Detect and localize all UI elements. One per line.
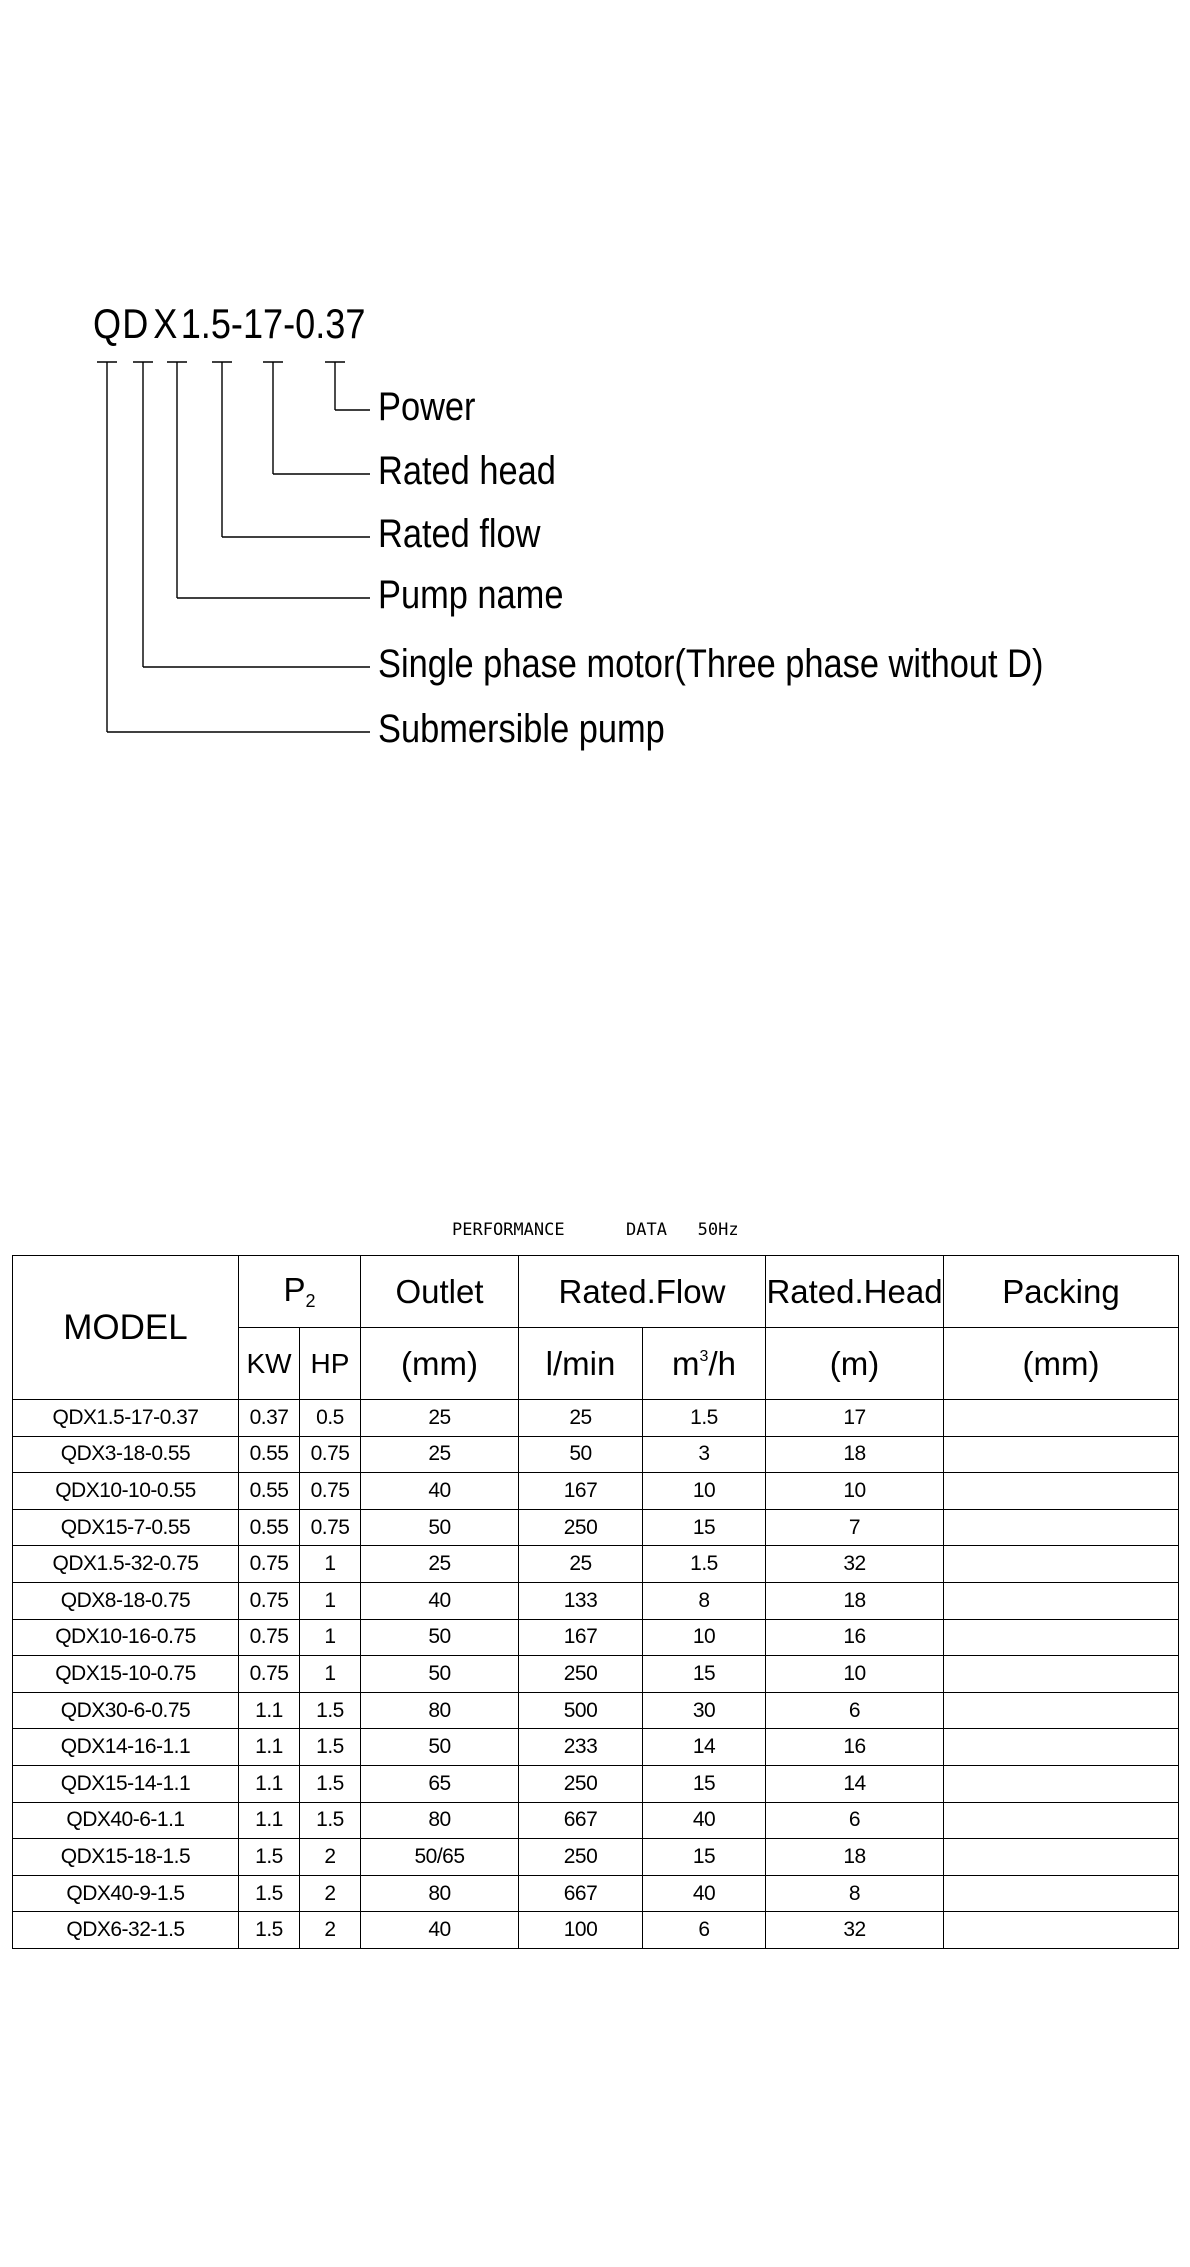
header-flow-m3h bbox=[643, 1328, 766, 1400]
cell-hp: 1 bbox=[300, 1656, 361, 1693]
cell-kw: 0.37 bbox=[239, 1400, 300, 1437]
cell-hp: 1 bbox=[300, 1546, 361, 1583]
cell-hp: 2 bbox=[300, 1875, 361, 1912]
cell-flow-m3h: 15 bbox=[643, 1656, 766, 1693]
cell-flow-lmin: 25 bbox=[519, 1546, 643, 1583]
cell-outlet: 25 bbox=[361, 1400, 519, 1437]
cell-flow-lmin: 250 bbox=[519, 1656, 643, 1693]
header-model: MODEL bbox=[13, 1256, 239, 1400]
model-code-q: Q bbox=[93, 300, 122, 347]
cell-flow-lmin: 500 bbox=[519, 1692, 643, 1729]
legend-rated-head: Rated head bbox=[378, 449, 556, 493]
cell-head: 32 bbox=[766, 1546, 944, 1583]
table-row bbox=[13, 1436, 1179, 1473]
cell-hp: 1 bbox=[300, 1619, 361, 1656]
cell-head: 18 bbox=[766, 1582, 944, 1619]
model-code-flow: 1.5- bbox=[180, 300, 243, 347]
cell-model: QDX6-32-1.5 bbox=[13, 1912, 239, 1949]
cell-head: 14 bbox=[766, 1765, 944, 1802]
cell-flow-lmin: 250 bbox=[519, 1509, 643, 1546]
cell-head: 18 bbox=[766, 1839, 944, 1876]
cell-head: 18 bbox=[766, 1436, 944, 1473]
cell-outlet: 80 bbox=[361, 1875, 519, 1912]
cell-head: 10 bbox=[766, 1473, 944, 1510]
header-flow-m3h-tail: /h bbox=[708, 1344, 736, 1382]
cell-kw: 0.75 bbox=[239, 1619, 300, 1656]
header-p2 bbox=[239, 1256, 361, 1328]
cell-head: 7 bbox=[766, 1509, 944, 1546]
cell-hp: 0.5 bbox=[300, 1400, 361, 1437]
table-row bbox=[13, 1582, 1179, 1619]
cell-flow-m3h: 10 bbox=[643, 1473, 766, 1510]
cell-model: QDX1.5-17-0.37 bbox=[13, 1400, 239, 1437]
header-p2-main: P bbox=[283, 1271, 306, 1308]
legend-pump-name: Pump name bbox=[378, 573, 564, 617]
table-row bbox=[13, 1509, 1179, 1546]
cell-kw: 0.75 bbox=[239, 1656, 300, 1693]
cell-model: QDX10-16-0.75 bbox=[13, 1619, 239, 1656]
legend-rated-flow: Rated flow bbox=[378, 512, 541, 556]
cell-outlet: 50 bbox=[361, 1509, 519, 1546]
table-row bbox=[13, 1729, 1179, 1766]
cell-packing bbox=[944, 1729, 1179, 1766]
cell-model: QDX3-18-0.55 bbox=[13, 1436, 239, 1473]
cell-model: QDX15-18-1.5 bbox=[13, 1839, 239, 1876]
cell-outlet: 40 bbox=[361, 1912, 519, 1949]
cell-flow-m3h: 40 bbox=[643, 1875, 766, 1912]
performance-title: PERFORMANCE DATA 50Hz bbox=[452, 1220, 739, 1240]
cell-model: QDX15-14-1.1 bbox=[13, 1765, 239, 1802]
cell-model: QDX8-18-0.75 bbox=[13, 1582, 239, 1619]
cell-kw: 0.75 bbox=[239, 1546, 300, 1583]
cell-model: QDX1.5-32-0.75 bbox=[13, 1546, 239, 1583]
legend-submersible: Submersible pump bbox=[378, 707, 665, 751]
cell-flow-lmin: 167 bbox=[519, 1619, 643, 1656]
cell-packing bbox=[944, 1912, 1179, 1949]
cell-flow-m3h: 40 bbox=[643, 1802, 766, 1839]
table-row bbox=[13, 1839, 1179, 1876]
table-row bbox=[13, 1656, 1179, 1693]
cell-hp: 0.75 bbox=[300, 1473, 361, 1510]
table-body bbox=[13, 1400, 1179, 1949]
header-row-1 bbox=[13, 1256, 1179, 1328]
cell-model: QDX10-10-0.55 bbox=[13, 1473, 239, 1510]
cell-packing bbox=[944, 1436, 1179, 1473]
cell-flow-m3h: 15 bbox=[643, 1765, 766, 1802]
header-packing-unit: (mm) bbox=[944, 1328, 1179, 1400]
cell-outlet: 80 bbox=[361, 1802, 519, 1839]
table-header bbox=[13, 1256, 1179, 1400]
cell-kw: 0.55 bbox=[239, 1436, 300, 1473]
cell-flow-lmin: 25 bbox=[519, 1400, 643, 1437]
cell-model: QDX14-16-1.1 bbox=[13, 1729, 239, 1766]
cell-hp: 1.5 bbox=[300, 1692, 361, 1729]
cell-flow-m3h: 3 bbox=[643, 1436, 766, 1473]
cell-packing bbox=[944, 1400, 1179, 1437]
cell-flow-lmin: 133 bbox=[519, 1582, 643, 1619]
cell-packing bbox=[944, 1875, 1179, 1912]
cell-flow-lmin: 250 bbox=[519, 1839, 643, 1876]
cell-flow-m3h: 30 bbox=[643, 1692, 766, 1729]
cell-head: 16 bbox=[766, 1619, 944, 1656]
cell-hp: 1.5 bbox=[300, 1765, 361, 1802]
cell-hp: 1.5 bbox=[300, 1729, 361, 1766]
table-row bbox=[13, 1400, 1179, 1437]
cell-head: 6 bbox=[766, 1692, 944, 1729]
legend-single-phase: Single phase motor(Three phase without D) bbox=[378, 642, 1044, 686]
cell-kw: 0.75 bbox=[239, 1582, 300, 1619]
cell-kw: 1.1 bbox=[239, 1802, 300, 1839]
header-flow-m3h-main: m bbox=[672, 1344, 700, 1382]
cell-flow-m3h: 10 bbox=[643, 1619, 766, 1656]
cell-head: 16 bbox=[766, 1729, 944, 1766]
cell-outlet: 80 bbox=[361, 1692, 519, 1729]
header-flow-lmin: l/min bbox=[519, 1328, 643, 1400]
cell-packing bbox=[944, 1656, 1179, 1693]
header-rated-flow: Rated.Flow bbox=[519, 1256, 766, 1328]
table-row bbox=[13, 1473, 1179, 1510]
cell-flow-m3h: 14 bbox=[643, 1729, 766, 1766]
cell-head: 6 bbox=[766, 1802, 944, 1839]
cell-flow-lmin: 50 bbox=[519, 1436, 643, 1473]
cell-outlet: 50 bbox=[361, 1729, 519, 1766]
cell-outlet: 25 bbox=[361, 1436, 519, 1473]
cell-outlet: 50 bbox=[361, 1656, 519, 1693]
table-row bbox=[13, 1619, 1179, 1656]
header-packing: Packing bbox=[944, 1256, 1179, 1328]
table-row bbox=[13, 1692, 1179, 1729]
cell-flow-m3h: 1.5 bbox=[643, 1546, 766, 1583]
header-head-unit: (m) bbox=[766, 1328, 944, 1400]
model-code-head: 17- bbox=[242, 300, 296, 347]
cell-flow-lmin: 667 bbox=[519, 1802, 643, 1839]
cell-hp: 0.75 bbox=[300, 1509, 361, 1546]
model-code-power: 0.37 bbox=[295, 300, 366, 347]
cell-kw: 1.1 bbox=[239, 1765, 300, 1802]
cell-flow-m3h: 1.5 bbox=[643, 1400, 766, 1437]
cell-packing bbox=[944, 1839, 1179, 1876]
cell-outlet: 25 bbox=[361, 1546, 519, 1583]
cell-model: QDX40-9-1.5 bbox=[13, 1875, 239, 1912]
cell-model: QDX30-6-0.75 bbox=[13, 1692, 239, 1729]
performance-table bbox=[12, 1255, 1179, 1949]
cell-outlet: 40 bbox=[361, 1473, 519, 1510]
model-code-diagram bbox=[0, 0, 1190, 800]
table-row bbox=[13, 1912, 1179, 1949]
cell-model: QDX40-6-1.1 bbox=[13, 1802, 239, 1839]
header-outlet-unit: (mm) bbox=[361, 1328, 519, 1400]
model-code-d: D bbox=[122, 300, 149, 347]
cell-hp: 1 bbox=[300, 1582, 361, 1619]
cell-outlet: 50/65 bbox=[361, 1839, 519, 1876]
cell-packing bbox=[944, 1473, 1179, 1510]
header-hp: HP bbox=[300, 1328, 361, 1400]
cell-packing bbox=[944, 1546, 1179, 1583]
cell-head: 17 bbox=[766, 1400, 944, 1437]
cell-flow-lmin: 667 bbox=[519, 1875, 643, 1912]
header-outlet: Outlet bbox=[361, 1256, 519, 1328]
header-rated-head: Rated.Head bbox=[766, 1256, 944, 1328]
cell-kw: 1.1 bbox=[239, 1692, 300, 1729]
cell-packing bbox=[944, 1582, 1179, 1619]
cell-flow-m3h: 6 bbox=[643, 1912, 766, 1949]
header-p2-sub: 2 bbox=[305, 1291, 316, 1311]
cell-model: QDX15-10-0.75 bbox=[13, 1656, 239, 1693]
cell-packing bbox=[944, 1765, 1179, 1802]
cell-hp: 0.75 bbox=[300, 1436, 361, 1473]
cell-flow-m3h: 15 bbox=[643, 1509, 766, 1546]
cell-packing bbox=[944, 1619, 1179, 1656]
model-code-x: X bbox=[153, 300, 178, 347]
cell-hp: 2 bbox=[300, 1912, 361, 1949]
cell-packing bbox=[944, 1802, 1179, 1839]
cell-flow-lmin: 250 bbox=[519, 1765, 643, 1802]
legend-power: Power bbox=[378, 385, 476, 429]
cell-kw: 1.5 bbox=[239, 1912, 300, 1949]
table-row bbox=[13, 1546, 1179, 1583]
cell-hp: 2 bbox=[300, 1839, 361, 1876]
cell-outlet: 65 bbox=[361, 1765, 519, 1802]
cell-flow-m3h: 15 bbox=[643, 1839, 766, 1876]
cell-head: 32 bbox=[766, 1912, 944, 1949]
cell-flow-lmin: 100 bbox=[519, 1912, 643, 1949]
cell-hp: 1.5 bbox=[300, 1802, 361, 1839]
cell-outlet: 40 bbox=[361, 1582, 519, 1619]
table-row bbox=[13, 1802, 1179, 1839]
cell-packing bbox=[944, 1692, 1179, 1729]
cell-kw: 0.55 bbox=[239, 1509, 300, 1546]
cell-head: 8 bbox=[766, 1875, 944, 1912]
cell-flow-m3h: 8 bbox=[643, 1582, 766, 1619]
table-row bbox=[13, 1875, 1179, 1912]
cell-head: 10 bbox=[766, 1656, 944, 1693]
cell-kw: 0.55 bbox=[239, 1473, 300, 1510]
cell-kw: 1.5 bbox=[239, 1875, 300, 1912]
model-code bbox=[93, 300, 365, 348]
cell-packing bbox=[944, 1509, 1179, 1546]
cell-model: QDX15-7-0.55 bbox=[13, 1509, 239, 1546]
cell-flow-lmin: 233 bbox=[519, 1729, 643, 1766]
cell-kw: 1.1 bbox=[239, 1729, 300, 1766]
cell-kw: 1.5 bbox=[239, 1839, 300, 1876]
table-row bbox=[13, 1765, 1179, 1802]
header-kw: KW bbox=[239, 1328, 300, 1400]
cell-outlet: 50 bbox=[361, 1619, 519, 1656]
header-flow-m3h-sup: 3 bbox=[699, 1347, 709, 1365]
cell-flow-lmin: 167 bbox=[519, 1473, 643, 1510]
